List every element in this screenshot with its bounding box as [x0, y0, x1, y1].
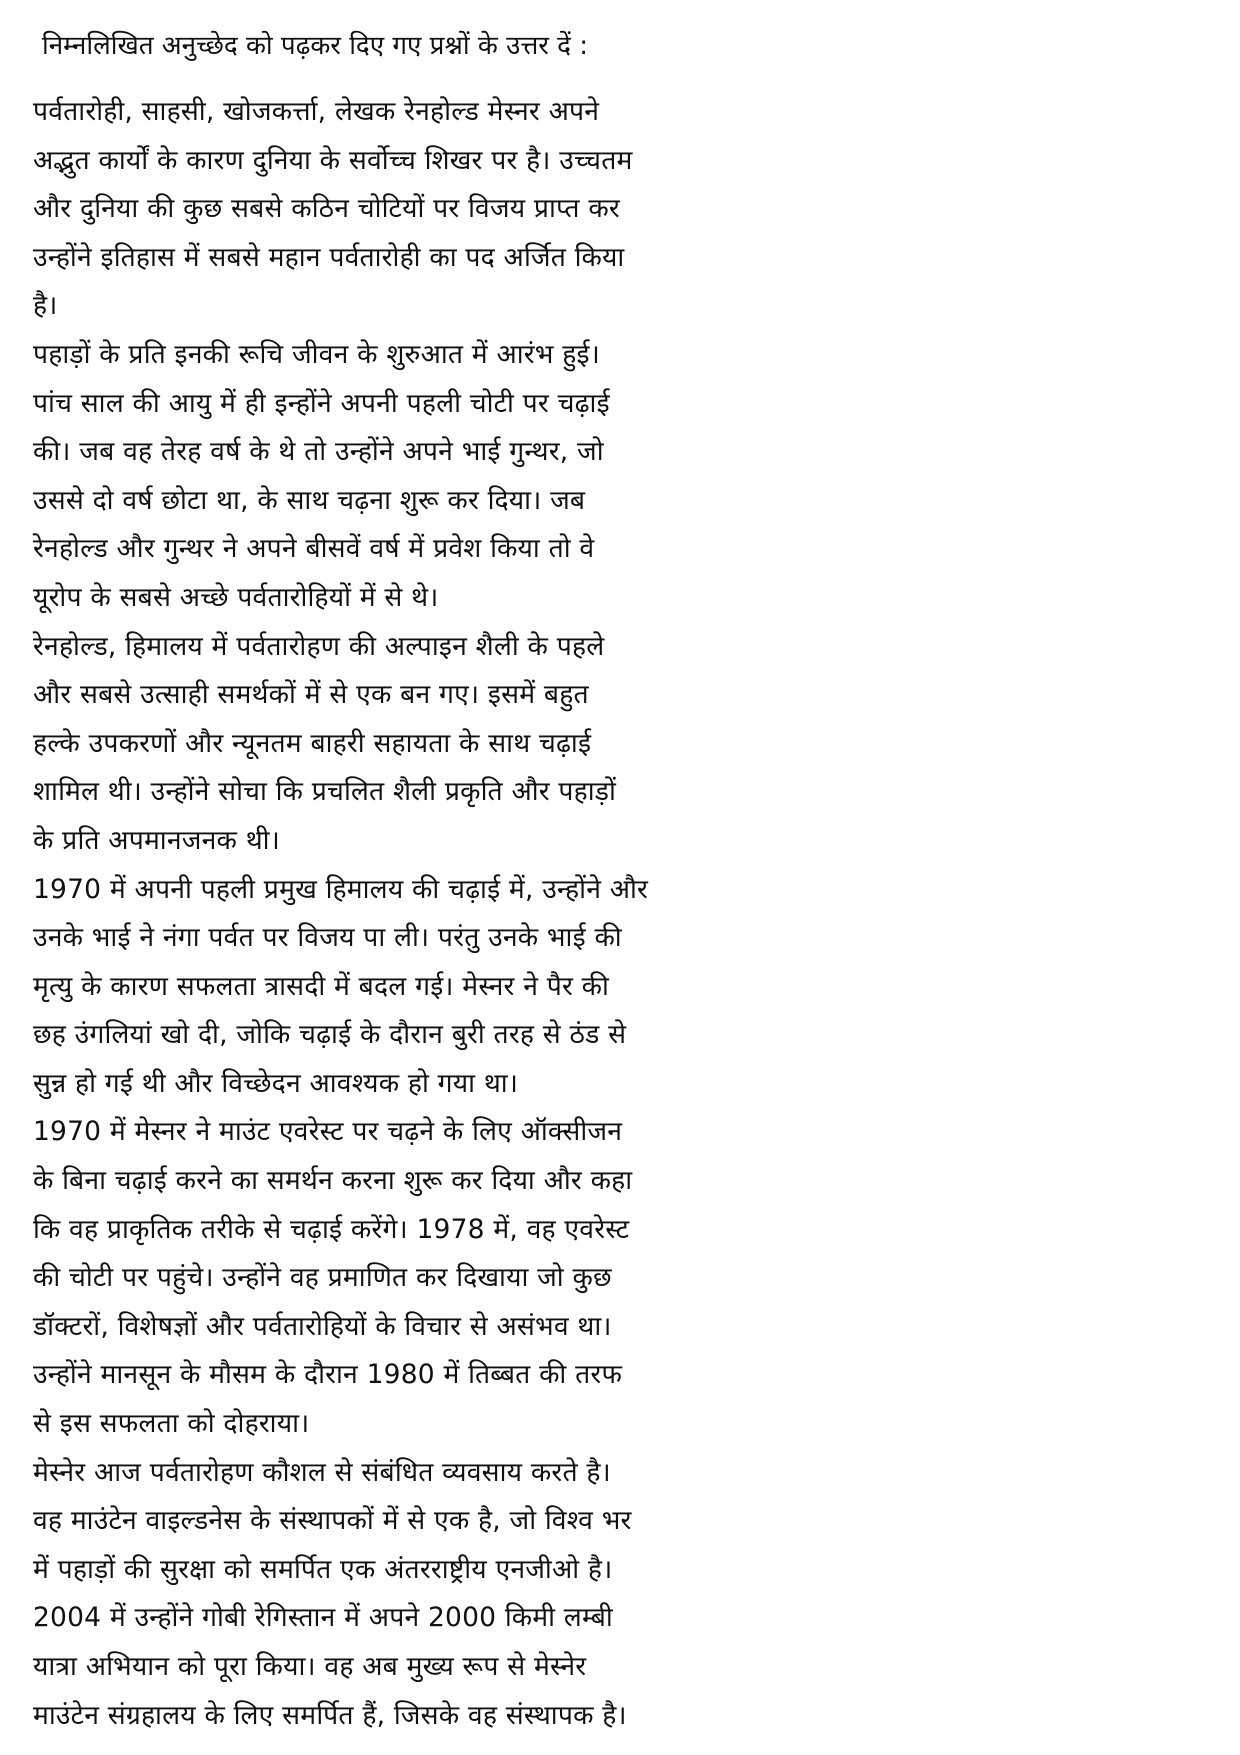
passage-line: वह माउंटेन वाइल्डनेस के संस्थापकों में से एक है, जो विश्व भर: [33, 1505, 632, 1537]
passage-line: और दुनिया की कुछ सबसे कठिन चोटियों पर विजय प्राप्त कर: [33, 193, 620, 225]
passage-line: के प्रति अपमानजनक थी।: [33, 824, 280, 856]
passage-line: उनके भाई ने नंगा पर्वत पर विजय पा ली। परंतु उनके भाई की: [33, 922, 622, 954]
passage-line: 2004 में उन्होंने गोबी रेगिस्तान में अपने 2000 किमी लम्बी: [33, 1602, 613, 1634]
passage-line: अद्भुत कार्यों के कारण दुनिया के सर्वोच्च शिखर पर है। उच्चतम: [33, 144, 633, 176]
passage-line: है।: [33, 290, 58, 322]
passage-line: यात्रा अभियान को पूरा किया। वह अब मुख्य रूप से मेस्नेर: [33, 1651, 587, 1682]
passage-line: उन्होंने मानसून के मौसम के दौरान 1980 में तिब्बत की तरफ: [33, 1359, 623, 1391]
passage-line: मेस्नेर आज पर्वतारोहण कौशल से संबंधित व्यवसाय करते है।: [33, 1456, 611, 1488]
passage-line: पहाड़ों के प्रति इनकी रूचि जीवन के शुरुआत में आरंभ हुई।: [33, 338, 600, 370]
passage-line: डॉक्टरों, विशेषज्ञों और पर्वतारोहियों के विचार से असंभव था।: [33, 1310, 612, 1342]
instruction-heading: निम्नलिखित अनुच्छेद को पढ़कर दिए गए प्रश्नों के उत्तर दें :: [42, 31, 589, 61]
passage-line: की चोटी पर पहुंचे। उन्होंने वह प्रमाणित कर दिखाया जो कुछ: [33, 1262, 612, 1294]
passage-line: रेनहोल्ड और गुन्थर ने अपने बीसवें वर्ष में प्रवेश किया तो वे: [33, 533, 595, 565]
passage-line: यूरोप के सबसे अच्छे पर्वतारोहियों में से थे।: [33, 581, 439, 613]
passage-line: की। जब वह तेरह वर्ष के थे तो उन्होंने अपने भाई गुन्थर, जो: [33, 436, 604, 468]
passage-line: मृत्यु के कारण सफलता त्रासदी में बदल गई। मेस्नर ने पैर की: [33, 970, 610, 1002]
passage-line: हल्के उपकरणों और न्यूनतम बाहरी सहायता के साथ चढ़ाई: [33, 727, 592, 759]
passage-line: सुन्न हो गई थी और विच्छेदन आवश्यक हो गया था।: [33, 1067, 519, 1099]
passage-line: से इस सफलता को दोहराया।: [33, 1408, 310, 1440]
passage-line: छह उंगलियां खो दी, जोकि चढ़ाई के दौरान बुरी तरह से ठंड से: [33, 1019, 627, 1051]
passage-line: शामिल थी। उन्होंने सोचा कि प्रचलित शैली प्रकृति और पहाड़ों: [33, 776, 617, 808]
passage-line: के बिना चढ़ाई करने का समर्थन करना शुरू कर दिया और कहा: [33, 1165, 633, 1197]
passage-line: और सबसे उत्साही समर्थकों में से एक बन गए। इसमें बहुत: [33, 679, 589, 711]
passage-line: उससे दो वर्ष छोटा था, के साथ चढ़ना शुरू कर दिया। जब: [33, 484, 586, 516]
passage-line: माउंटेन संग्रहालय के लिए समर्पित हैं, जिसके वह संस्थापक है।: [33, 1699, 627, 1731]
passage: [33, 88, 723, 1740]
passage-line: पर्वतारोही, साहसी, खोजकर्त्ता, लेखक रेनहोल्ड मेस्नर अपने: [33, 96, 600, 127]
passage-line: कि वह प्राकृतिक तरीके से चढ़ाई करेंगे। 1978 में, वह एवरेस्ट: [33, 1213, 630, 1245]
passage-line: में पहाड़ों की सुरक्षा को समर्पित एक अंतरराष्ट्रीय एनजीओ है।: [33, 1553, 613, 1585]
passage-line: रेनहोल्ड, हिमालय में पर्वतारोहण की अल्पाइन शैली के पहले: [33, 630, 605, 662]
passage-line: उन्होंने इतिहास में सबसे महान पर्वतारोही का पद अर्जित किया: [33, 241, 625, 273]
passage-line: पांच साल की आयु में ही इन्होंने अपनी पहली चोटी पर चढ़ाई: [33, 387, 610, 419]
passage-line: 1970 में अपनी पहली प्रमुख हिमालय की चढ़ाई में, उन्होंने और: [33, 873, 649, 905]
passage-line: 1970 में मेस्नर ने माउंट एवरेस्ट पर चढ़ने के लिए ऑक्सीजन: [33, 1116, 623, 1148]
